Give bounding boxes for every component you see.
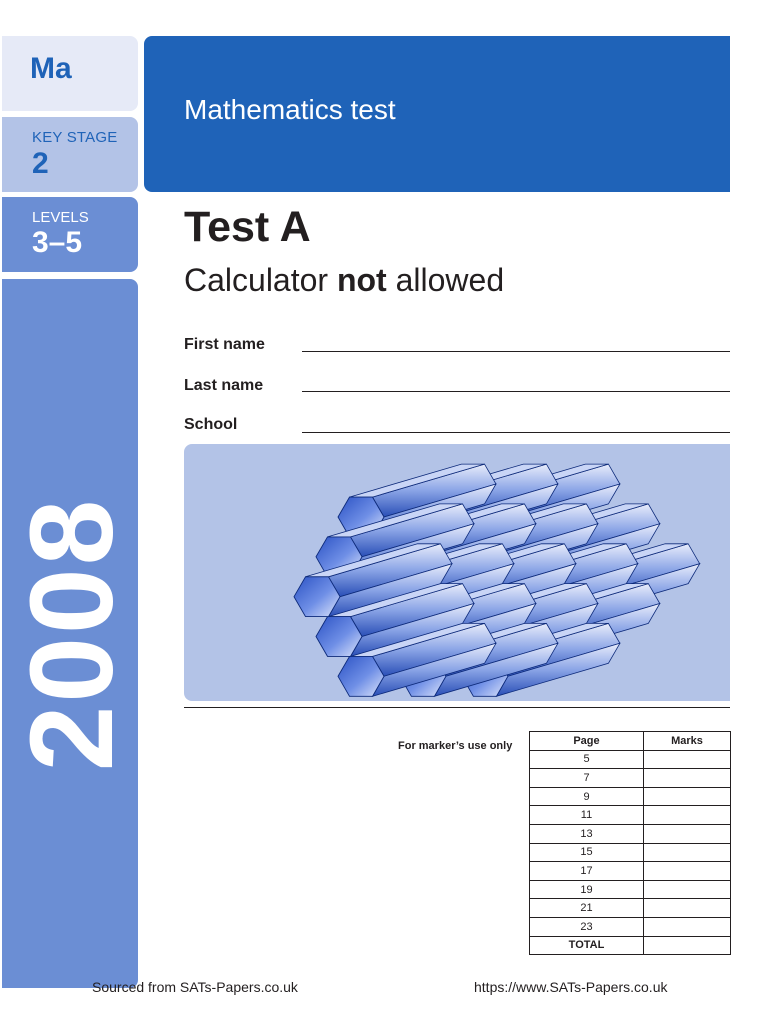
page-cell: 5 [530,750,644,769]
table-row [530,862,731,881]
last-name-field[interactable] [302,391,730,392]
page-cell: 15 [530,843,644,862]
marks-cell[interactable] [644,787,731,806]
footer-link[interactable]: https://www.SATs-Papers.co.uk [474,979,668,995]
footer-source: Sourced from SATs-Papers.co.uk [92,979,298,995]
table-row [530,824,731,843]
table-row [530,917,731,936]
marks-cell[interactable] [644,917,731,936]
school-field[interactable] [302,432,730,433]
illustration-panel [184,444,730,701]
first-name-label: First name [184,336,265,353]
marker-label: For marker’s use only [398,740,513,752]
hexagonal-prisms-illustration [184,444,730,701]
subject-code: Ma [30,52,72,85]
first-name-field[interactable] [302,351,730,352]
divider [184,707,730,708]
page-cell: 13 [530,824,644,843]
marks-table [529,731,731,955]
table-row [530,787,731,806]
marks-cell[interactable] [644,824,731,843]
key-stage-label: KEY STAGE [32,129,118,146]
marks-cell[interactable] [644,843,731,862]
table-row [530,899,731,918]
key-stage-value: 2 [32,147,49,180]
calculator-notice [184,262,504,299]
marks-cell[interactable] [644,880,731,899]
marks-cell[interactable] [644,750,731,769]
calculator-emphasis: not [336,262,387,298]
school-label: School [184,416,238,433]
table-row [530,806,731,825]
total-label: TOTAL [530,936,644,955]
table-row [530,843,731,862]
marks-cell[interactable] [644,862,731,881]
page-cell: 7 [530,769,644,788]
page-header: Page [530,732,644,751]
marks-cell[interactable] [644,899,731,918]
page-cell: 11 [530,806,644,825]
table-row [530,769,731,788]
calculator-prefix: Calculator [184,262,337,298]
table-row [530,750,731,769]
table-row [530,936,731,955]
marks-cell[interactable] [644,936,731,955]
subject-box [2,36,138,111]
page-cell: 19 [530,880,644,899]
header-title: Mathematics test [184,94,396,125]
header-band [144,36,730,192]
page-cell: 23 [530,917,644,936]
calculator-suffix: allowed [386,262,505,298]
levels-value: 3–5 [32,226,83,259]
levels-box [2,197,138,272]
marks-cell[interactable] [644,769,731,788]
year-text: 2008 [6,496,138,772]
levels-label: LEVELS [32,209,89,226]
last-name-label: Last name [184,377,264,394]
marks-cell[interactable] [644,806,731,825]
page-cell: 9 [530,787,644,806]
key-stage-box [2,117,138,192]
test-title: Test A [184,203,311,251]
page-cell: 17 [530,862,644,881]
marks-header: Marks [644,732,731,751]
table-row [530,880,731,899]
page-cell: 21 [530,899,644,918]
